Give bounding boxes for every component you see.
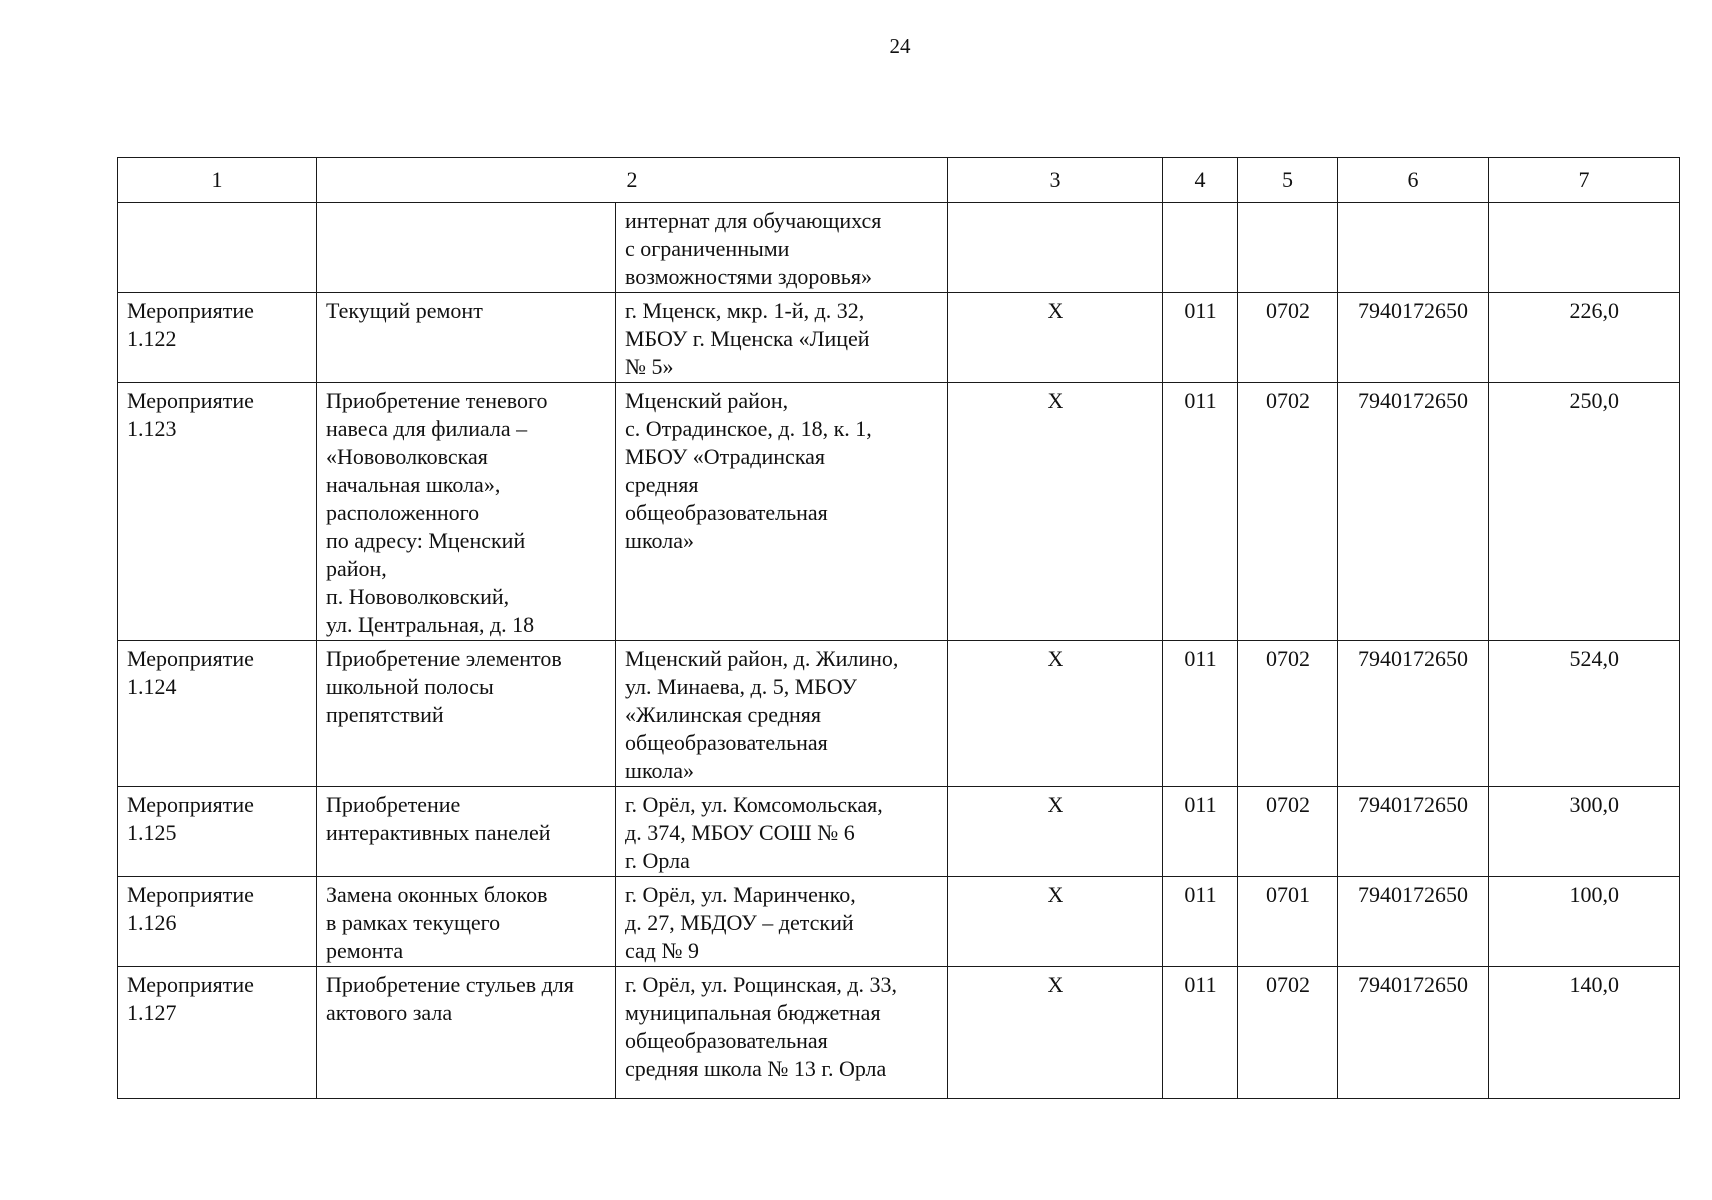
header-cell: 2 [317,158,948,203]
col4-cell: 011 [1163,877,1238,967]
col5-cell: 0702 [1238,967,1338,1099]
col6-cell: 7940172650 [1338,877,1489,967]
event-name-line: Приобретение теневого [326,388,548,413]
event-id-line: 1.122 [127,326,177,351]
col4-cell: 011 [1163,967,1238,1099]
table-row [118,967,1680,1099]
address-line: с ограниченными [625,236,790,261]
header-cell: 7 [1489,158,1680,203]
address-cell [616,787,948,877]
address-cell [616,293,948,383]
col7-cell: 100,0 [1489,877,1680,967]
table-row [118,203,1680,293]
address-line: г. Орёл, ул. Маринченко, [625,882,856,907]
table-header-row [118,158,1680,203]
address-cell [616,383,948,641]
address-line: сад № 9 [625,938,699,963]
event-name-line: препятствий [326,702,444,727]
col4-cell: 011 [1163,293,1238,383]
event-id-cell [118,203,317,293]
address-line: средняя [625,472,699,497]
col7-cell: 524,0 [1489,641,1680,787]
col6-cell: 7940172650 [1338,293,1489,383]
event-name-cell [317,641,616,787]
col7-cell: 226,0 [1489,293,1680,383]
page-number: 24 [889,34,911,58]
event-id-line: 1.123 [127,416,177,441]
event-name-cell [317,967,616,1099]
event-name-line: интерактивных панелей [326,820,551,845]
event-name-line: Приобретение элементов [326,646,562,671]
address-cell [616,203,948,293]
event-id-line: Мероприятие [127,388,254,413]
event-name-cell [317,383,616,641]
table-row [118,293,1680,383]
event-name-cell [317,877,616,967]
address-cell [616,877,948,967]
address-line: г. Мценск, мкр. 1-й, д. 32, [625,298,865,323]
event-name-cell [317,293,616,383]
event-id-line: 1.124 [127,674,177,699]
col5-cell [1238,203,1338,293]
event-name-line: ул. Центральная, д. 18 [326,612,535,637]
event-id-cell [118,641,317,787]
col4-cell: 011 [1163,787,1238,877]
event-name-line: начальная школа», [326,472,501,497]
event-id-cell [118,967,317,1099]
table-row [118,641,1680,787]
event-id-cell [118,293,317,383]
event-id-cell [118,877,317,967]
event-name-line: Замена оконных блоков [326,882,548,907]
col5-cell: 0702 [1238,383,1338,641]
header-cell: 6 [1338,158,1489,203]
address-line: МБОУ г. Мценска «Лицей [625,326,870,351]
col5-cell: 0702 [1238,641,1338,787]
address-line: школа» [625,758,694,783]
address-line: интернат для обучающихся [625,208,882,233]
event-name-line: школьной полосы [326,674,494,699]
event-name-line: Приобретение [326,792,461,817]
col3-cell [948,203,1163,293]
event-name-line: Текущий ремонт [326,298,483,323]
address-line: школа» [625,528,694,553]
address-line: общеобразовательная [625,730,828,755]
col6-cell: 7940172650 [1338,967,1489,1099]
event-id-cell [118,383,317,641]
header-cell: 1 [118,158,317,203]
event-id-line: Мероприятие [127,792,254,817]
event-id-line: 1.125 [127,820,177,845]
event-id-line: 1.126 [127,910,177,935]
address-line: с. Отрадинское, д. 18, к. 1, [625,416,872,441]
address-line: муниципальная бюджетная [625,1000,881,1025]
col6-cell: 7940172650 [1338,787,1489,877]
event-id-line: Мероприятие [127,298,254,323]
col5-cell: 0702 [1238,293,1338,383]
data-table [117,157,1680,1099]
col4-cell: 011 [1163,641,1238,787]
address-cell [616,641,948,787]
event-name-line: актового зала [326,1000,453,1025]
table-row [118,787,1680,877]
col3-cell: Х [948,383,1163,641]
event-name-line: ремонта [326,938,404,963]
event-name-line: навеса для филиала – [326,416,528,441]
address-line: МБОУ «Отрадинская [625,444,826,469]
col3-cell: Х [948,877,1163,967]
col4-cell [1163,203,1238,293]
event-id-line: Мероприятие [127,882,254,907]
col4-cell: 011 [1163,383,1238,641]
event-id-line: Мероприятие [127,972,254,997]
event-name-line: Приобретение стульев для [326,972,574,997]
table-row [118,877,1680,967]
col3-cell: Х [948,641,1163,787]
col7-cell: 140,0 [1489,967,1680,1099]
event-name-line: по адресу: Мценский [326,528,526,553]
event-name-cell [317,203,616,293]
col3-cell: Х [948,293,1163,383]
address-line: возможностями здоровья» [625,264,872,289]
event-id-line: 1.127 [127,1000,177,1025]
event-name-line: район, [326,556,387,581]
address-line: г. Орёл, ул. Рощинская, д. 33, [625,972,898,997]
address-line: общеобразовательная [625,1028,828,1053]
event-name-line: в рамках текущего [326,910,501,935]
address-line: средняя школа № 13 г. Орла [625,1056,887,1081]
event-id-cell [118,787,317,877]
event-name-cell [317,787,616,877]
event-name-line: п. Нововолковский, [326,584,510,609]
col6-cell: 7940172650 [1338,383,1489,641]
col5-cell: 0701 [1238,877,1338,967]
col7-cell: 300,0 [1489,787,1680,877]
header-cell: 4 [1163,158,1238,203]
address-line: «Жилинская средняя [625,702,821,727]
col3-cell: Х [948,967,1163,1099]
col7-cell: 250,0 [1489,383,1680,641]
address-line: д. 374, МБОУ СОШ № 6 [625,820,855,845]
address-line: № 5» [625,354,674,379]
address-line: общеобразовательная [625,500,828,525]
col5-cell: 0702 [1238,787,1338,877]
col7-cell [1489,203,1680,293]
address-line: ул. Минаева, д. 5, МБОУ [625,674,857,699]
address-line: Мценский район, [625,388,789,413]
col3-cell: Х [948,787,1163,877]
event-name-line: расположенного [326,500,480,525]
header-cell: 5 [1238,158,1338,203]
header-cell: 3 [948,158,1163,203]
address-cell [616,967,948,1099]
col6-cell [1338,203,1489,293]
address-line: д. 27, МБДОУ – детский [625,910,854,935]
address-line: Мценский район, д. Жилино, [625,646,899,671]
table-row [118,383,1680,641]
address-line: г. Орла [625,848,690,873]
address-line: г. Орёл, ул. Комсомольская, [625,792,883,817]
event-name-line: «Нововолковская [326,444,488,469]
event-id-line: Мероприятие [127,646,254,671]
col6-cell: 7940172650 [1338,641,1489,787]
